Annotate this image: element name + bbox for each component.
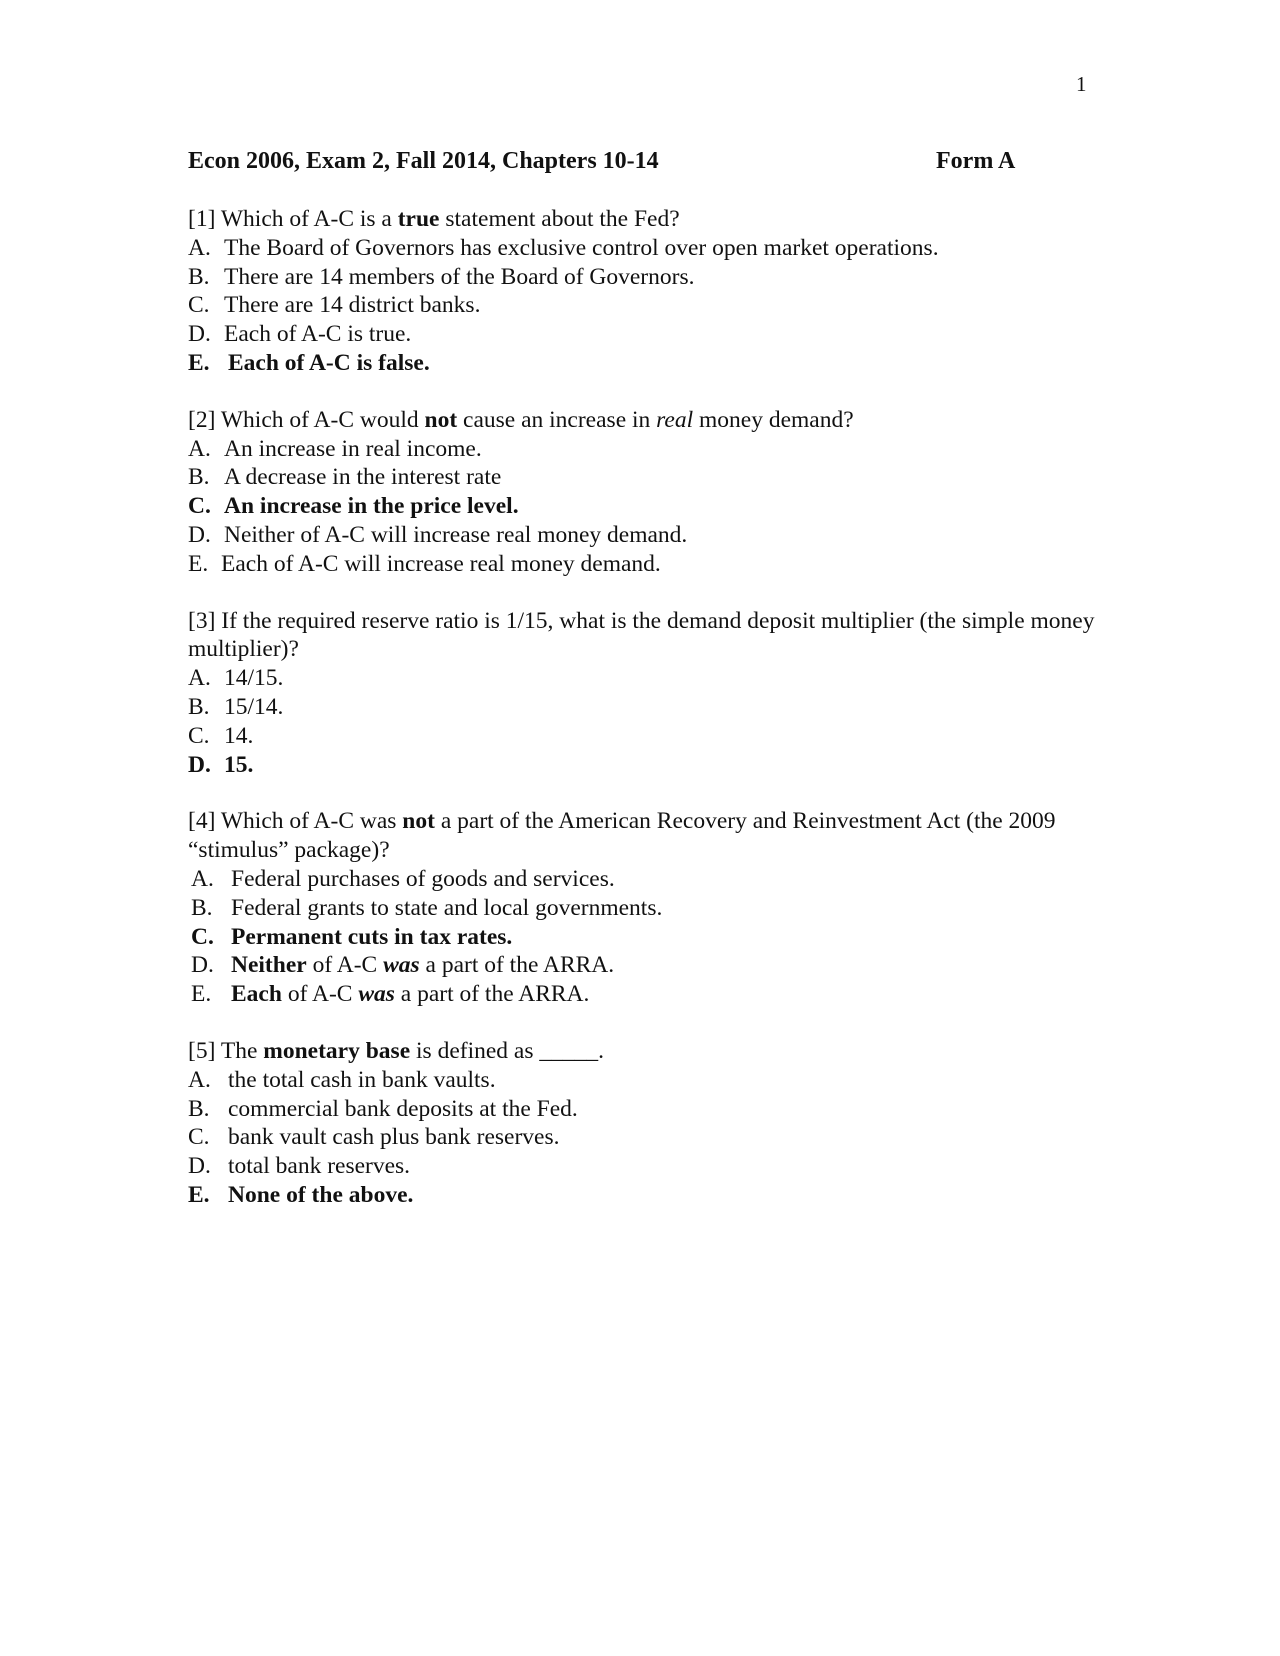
stem-text: Which of A-C was xyxy=(220,808,397,835)
option-letter: E. xyxy=(188,550,209,577)
exam-title: Econ 2006, Exam 2, Fall 2014, Chapters 10-14 xyxy=(188,148,659,174)
option-e-answer xyxy=(188,1181,1098,1210)
option-letter: C. xyxy=(188,1124,210,1151)
option-text: bank vault cash plus bank reserves. xyxy=(228,1124,560,1151)
question-2 xyxy=(188,406,1098,579)
option-letter: B. xyxy=(188,1095,210,1122)
option-a xyxy=(188,435,1098,464)
option-emphasis: Neither xyxy=(231,952,307,979)
question-number: [4] xyxy=(188,808,216,835)
option-letter: E. xyxy=(188,349,210,376)
option-text: commercial bank deposits at the Fed. xyxy=(228,1095,578,1122)
stem-emphasis: not xyxy=(424,406,458,433)
option-text: Federal purchases of goods and services. xyxy=(231,865,615,892)
stem-text: money demand? xyxy=(699,406,854,433)
option-text: An increase in the price level. xyxy=(224,493,519,520)
option-b xyxy=(188,463,1098,492)
stem-emphasis: true xyxy=(397,206,440,232)
exam-form: Form A xyxy=(936,148,1016,174)
stem-emphasis: monetary base xyxy=(263,1037,411,1064)
option-text: the total cash in bank vaults. xyxy=(228,1066,496,1093)
exam-body xyxy=(188,205,1098,1238)
option-d xyxy=(188,951,1098,980)
option-text: Permanent cuts in tax rates. xyxy=(231,923,513,950)
question-3 xyxy=(188,607,1098,780)
stem-emphasis: not xyxy=(402,808,435,835)
stem-text: is defined as _____. xyxy=(416,1037,604,1064)
option-text-part: of A-C xyxy=(287,981,353,1008)
exam-header xyxy=(188,148,1030,175)
option-letter: D. xyxy=(188,321,211,348)
option-letter: B. xyxy=(188,464,210,491)
option-b xyxy=(188,894,1098,923)
stem-text: Which of A-C is a xyxy=(220,206,392,232)
option-a xyxy=(188,1066,1098,1095)
option-text: A decrease in the interest rate xyxy=(224,464,502,491)
option-d-answer xyxy=(188,751,1098,780)
option-text-part: a part of the ARRA. xyxy=(400,981,590,1008)
option-a xyxy=(188,865,1098,894)
option-letter: C. xyxy=(188,722,210,749)
option-c xyxy=(188,722,1098,751)
option-text: The Board of Governors has exclusive control over open market operations. xyxy=(224,234,939,261)
option-letter: D. xyxy=(191,952,214,979)
option-text: An increase in real income. xyxy=(224,435,482,462)
option-letter: A. xyxy=(188,665,211,692)
option-letter: A. xyxy=(188,1066,211,1093)
option-text-part: of A-C xyxy=(312,952,378,979)
option-c-answer xyxy=(188,923,1098,952)
option-text: None of the above. xyxy=(228,1181,414,1208)
question-2-stem xyxy=(188,406,1098,435)
option-text: 14. xyxy=(224,722,254,749)
question-4 xyxy=(188,807,1098,1009)
option-letter: C. xyxy=(191,923,214,950)
option-letter: D. xyxy=(188,521,211,548)
stem-text: If the required reserve ratio is 1/15, what is the demand deposit multiplier (the simple money multiplier)? xyxy=(188,607,1095,663)
question-5 xyxy=(188,1037,1098,1210)
option-letter: C. xyxy=(188,292,210,319)
question-5-stem xyxy=(188,1037,1098,1066)
option-letter: E. xyxy=(188,1181,210,1208)
option-d xyxy=(188,320,1098,349)
option-text: Each of A-C will increase real money demand. xyxy=(221,550,661,577)
option-b xyxy=(188,693,1098,722)
page-number: 1 xyxy=(1076,72,1087,96)
option-letter: A. xyxy=(188,234,211,261)
option-c-answer xyxy=(188,492,1098,521)
option-letter: A. xyxy=(191,865,214,892)
option-emphasis: Each xyxy=(231,981,282,1008)
question-number: [1] xyxy=(188,206,216,232)
question-1 xyxy=(188,205,1098,378)
option-a xyxy=(188,664,1098,693)
option-text: Each of A-C is false. xyxy=(228,349,430,376)
option-text: 15/14. xyxy=(224,693,284,720)
option-text-part: a part of the ARRA. xyxy=(425,952,615,979)
option-a xyxy=(188,234,1098,263)
option-d xyxy=(188,1152,1098,1181)
question-4-stem xyxy=(188,807,1098,865)
question-number: [5] xyxy=(188,1037,216,1064)
option-text: There are 14 members of the Board of Governors. xyxy=(224,263,695,290)
question-1-stem xyxy=(188,205,1098,234)
option-letter: D. xyxy=(188,1153,211,1180)
stem-text: a part of the American Recovery and Reinvestment Act (the 2009 “stimulus” package)? xyxy=(188,808,1056,864)
stem-text: cause an increase in xyxy=(463,406,651,433)
option-letter: C. xyxy=(188,493,211,520)
option-text: total bank reserves. xyxy=(228,1153,411,1180)
option-text: Each of A-C is true. xyxy=(224,321,412,348)
option-text xyxy=(231,980,589,1009)
option-d xyxy=(188,521,1098,550)
stem-text: Which of A-C would xyxy=(220,406,419,433)
option-letter: B. xyxy=(191,894,213,921)
question-3-stem xyxy=(188,607,1098,665)
option-c xyxy=(188,1123,1098,1152)
option-text: 15. xyxy=(224,751,254,778)
option-text: Federal grants to state and local governments. xyxy=(231,894,663,921)
option-letter: B. xyxy=(188,693,210,720)
option-text: There are 14 district banks. xyxy=(224,292,481,319)
option-c xyxy=(188,291,1098,320)
option-b xyxy=(188,1095,1098,1124)
option-letter: B. xyxy=(188,263,210,290)
option-emphasis-italic: was xyxy=(383,952,420,979)
option-letter: D. xyxy=(188,751,211,778)
option-text: 14/15. xyxy=(224,665,284,692)
question-number: [3] xyxy=(188,607,216,634)
stem-text: statement about the Fed? xyxy=(445,206,680,232)
option-e xyxy=(188,980,1098,1009)
option-letter: A. xyxy=(188,435,211,462)
question-number: [2] xyxy=(188,406,216,433)
option-e xyxy=(188,550,1098,579)
option-text: Neither of A-C will increase real money demand. xyxy=(224,521,688,548)
option-text xyxy=(231,951,614,980)
stem-text: The xyxy=(220,1037,258,1064)
option-e-answer xyxy=(188,349,1098,378)
option-emphasis-italic: was xyxy=(358,981,395,1008)
option-letter: E. xyxy=(191,981,212,1008)
option-b xyxy=(188,263,1098,292)
stem-italic: real xyxy=(656,406,694,433)
